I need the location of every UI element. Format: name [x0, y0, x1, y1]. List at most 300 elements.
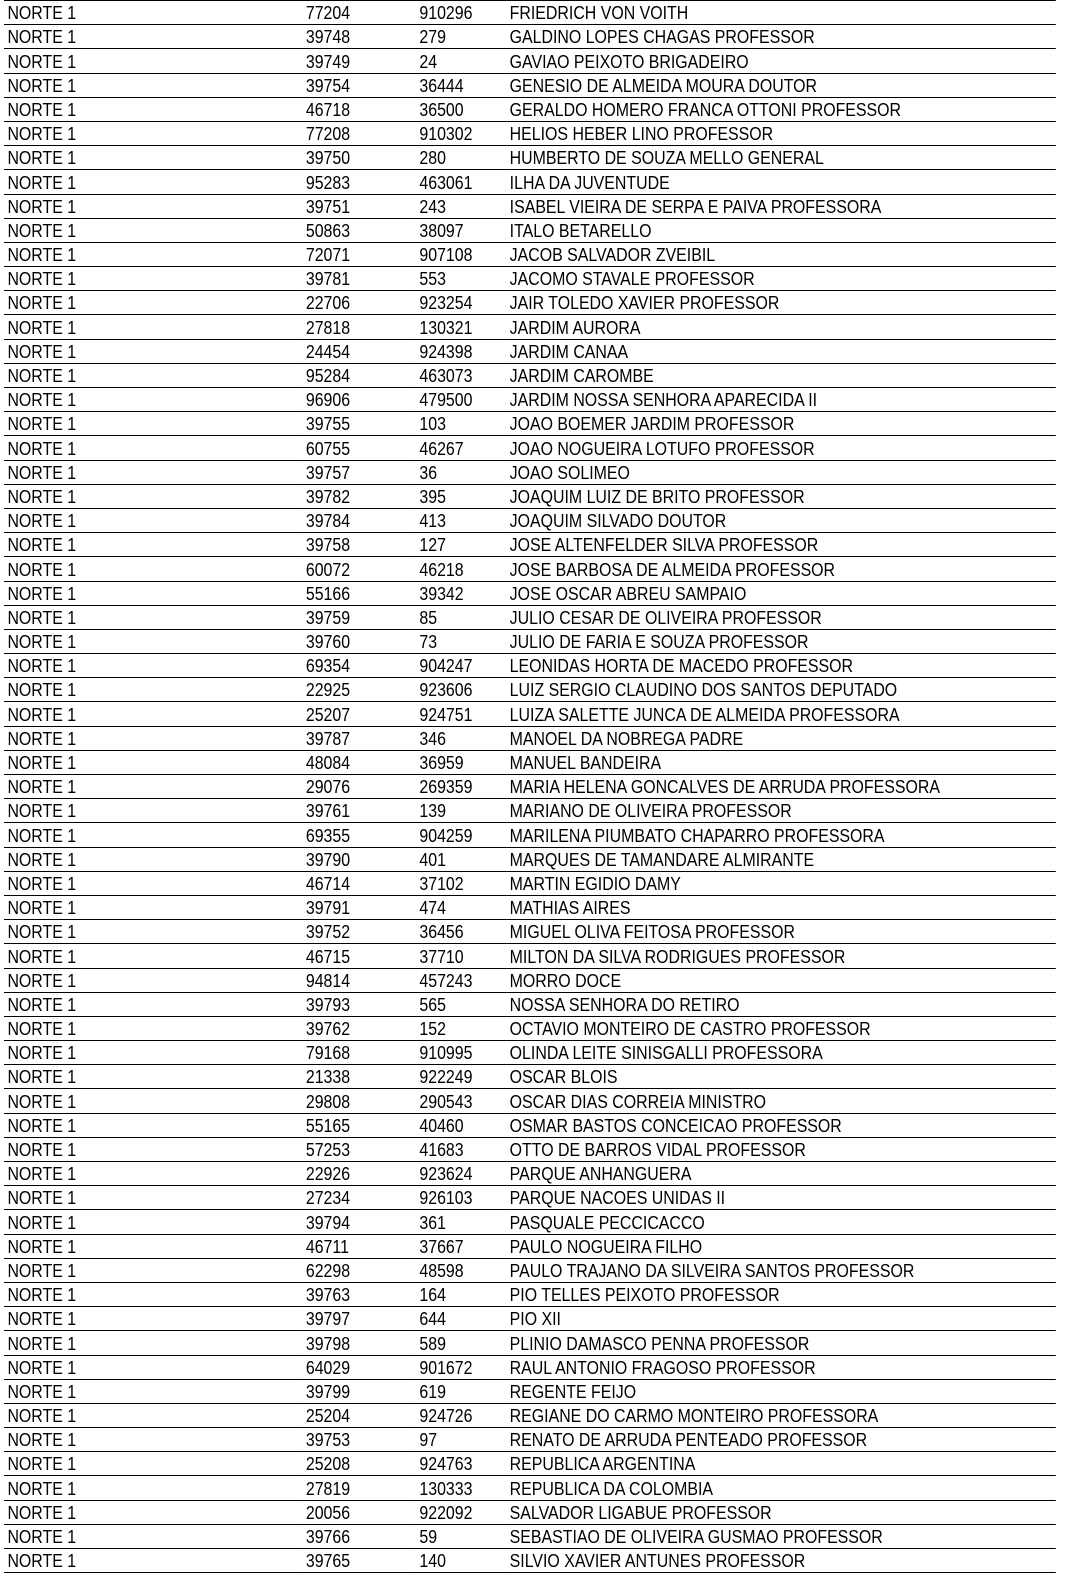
table-row — [4, 121, 1056, 145]
code-cell: 39763 — [302, 1282, 416, 1306]
cie-code-cell: 401 — [416, 847, 506, 871]
region-cell: NORTE 1 — [4, 1065, 302, 1089]
table-row — [4, 605, 1056, 629]
code-cell: 39784 — [302, 508, 416, 532]
table-row — [4, 557, 1056, 581]
region-cell: NORTE 1 — [4, 1452, 302, 1476]
code-cell: 64029 — [302, 1355, 416, 1379]
region-cell: NORTE 1 — [4, 992, 302, 1016]
school-name-cell: GERALDO HOMERO FRANCA OTTONI PROFESSOR — [506, 97, 1056, 121]
code-cell: 39761 — [302, 799, 416, 823]
region-cell: NORTE 1 — [4, 267, 302, 291]
code-cell: 39790 — [302, 847, 416, 871]
table-row — [4, 726, 1056, 750]
table-row — [4, 1476, 1056, 1500]
school-name-cell: FRIEDRICH VON VOITH — [506, 1, 1056, 25]
code-cell: 27818 — [302, 315, 416, 339]
table-row — [4, 968, 1056, 992]
region-cell: NORTE 1 — [4, 1355, 302, 1379]
school-name-cell: ILHA DA JUVENTUDE — [506, 170, 1056, 194]
region-cell: NORTE 1 — [4, 1476, 302, 1500]
table-row — [4, 339, 1056, 363]
region-cell: NORTE 1 — [4, 920, 302, 944]
cie-code-cell: 413 — [416, 508, 506, 532]
table-row — [4, 315, 1056, 339]
cie-code-cell: 40460 — [416, 1113, 506, 1137]
region-cell: NORTE 1 — [4, 895, 302, 919]
cie-code-cell: 924751 — [416, 702, 506, 726]
school-name-cell: JARDIM CANAA — [506, 339, 1056, 363]
school-name-cell: PARQUE NACOES UNIDAS II — [506, 1186, 1056, 1210]
code-cell: 39752 — [302, 920, 416, 944]
table-row — [4, 1186, 1056, 1210]
table-row — [4, 871, 1056, 895]
code-cell: 95284 — [302, 363, 416, 387]
region-cell: NORTE 1 — [4, 1089, 302, 1113]
code-cell: 69355 — [302, 823, 416, 847]
region-cell: NORTE 1 — [4, 1379, 302, 1403]
code-cell: 72071 — [302, 242, 416, 266]
region-cell: NORTE 1 — [4, 508, 302, 532]
table-row — [4, 895, 1056, 919]
region-cell: NORTE 1 — [4, 823, 302, 847]
region-cell: NORTE 1 — [4, 944, 302, 968]
region-cell: NORTE 1 — [4, 363, 302, 387]
cie-code-cell: 36959 — [416, 750, 506, 774]
region-cell: NORTE 1 — [4, 581, 302, 605]
table-row — [4, 920, 1056, 944]
table-row — [4, 1524, 1056, 1548]
code-cell: 79168 — [302, 1041, 416, 1065]
table-row — [4, 702, 1056, 726]
school-name-cell: MARILENA PIUMBATO CHAPARRO PROFESSORA — [506, 823, 1056, 847]
cie-code-cell: 565 — [416, 992, 506, 1016]
cie-code-cell: 36500 — [416, 97, 506, 121]
cie-code-cell: 41683 — [416, 1137, 506, 1161]
school-name-cell: LEONIDAS HORTA DE MACEDO PROFESSOR — [506, 654, 1056, 678]
code-cell: 21338 — [302, 1065, 416, 1089]
code-cell: 39760 — [302, 629, 416, 653]
school-name-cell: OCTAVIO MONTEIRO DE CASTRO PROFESSOR — [506, 1016, 1056, 1040]
cie-code-cell: 37102 — [416, 871, 506, 895]
school-list-table — [4, 0, 1056, 1573]
school-name-cell: MORRO DOCE — [506, 968, 1056, 992]
code-cell: 77208 — [302, 121, 416, 145]
code-cell: 39762 — [302, 1016, 416, 1040]
code-cell: 39755 — [302, 412, 416, 436]
region-cell: NORTE 1 — [4, 1234, 302, 1258]
table-row — [4, 291, 1056, 315]
school-name-cell: LUIZ SERGIO CLAUDINO DOS SANTOS DEPUTADO — [506, 678, 1056, 702]
school-name-cell: PARQUE ANHANGUERA — [506, 1162, 1056, 1186]
table-row — [4, 823, 1056, 847]
school-name-cell: JACOB SALVADOR ZVEIBIL — [506, 242, 1056, 266]
table-row — [4, 775, 1056, 799]
table-row — [4, 412, 1056, 436]
school-name-cell: NOSSA SENHORA DO RETIRO — [506, 992, 1056, 1016]
table-body — [4, 1, 1056, 1573]
cie-code-cell: 474 — [416, 895, 506, 919]
school-name-cell: JOAO NOGUEIRA LOTUFO PROFESSOR — [506, 436, 1056, 460]
cie-code-cell: 36444 — [416, 73, 506, 97]
cie-code-cell: 38097 — [416, 218, 506, 242]
code-cell: 20056 — [302, 1500, 416, 1524]
code-cell: 27819 — [302, 1476, 416, 1500]
school-name-cell: JARDIM CAROMBE — [506, 363, 1056, 387]
school-name-cell: MANOEL DA NOBREGA PADRE — [506, 726, 1056, 750]
school-name-cell: LUIZA SALETTE JUNCA DE ALMEIDA PROFESSORA — [506, 702, 1056, 726]
code-cell: 39750 — [302, 146, 416, 170]
code-cell: 39799 — [302, 1379, 416, 1403]
cie-code-cell: 479500 — [416, 388, 506, 412]
table-row — [4, 1016, 1056, 1040]
school-name-cell: REGIANE DO CARMO MONTEIRO PROFESSORA — [506, 1403, 1056, 1427]
table-row — [4, 1282, 1056, 1306]
table-row — [4, 1403, 1056, 1427]
region-cell: NORTE 1 — [4, 799, 302, 823]
table-row — [4, 97, 1056, 121]
cie-code-cell: 924726 — [416, 1403, 506, 1427]
region-cell: NORTE 1 — [4, 121, 302, 145]
region-cell: NORTE 1 — [4, 1162, 302, 1186]
cie-code-cell: 37710 — [416, 944, 506, 968]
code-cell: 95283 — [302, 170, 416, 194]
region-cell: NORTE 1 — [4, 436, 302, 460]
cie-code-cell: 463073 — [416, 363, 506, 387]
code-cell: 39754 — [302, 73, 416, 97]
school-name-cell: OSCAR BLOIS — [506, 1065, 1056, 1089]
region-cell: NORTE 1 — [4, 775, 302, 799]
code-cell: 39753 — [302, 1428, 416, 1452]
table-row — [4, 1234, 1056, 1258]
code-cell: 94814 — [302, 968, 416, 992]
code-cell: 39751 — [302, 194, 416, 218]
school-name-cell: MARIA HELENA GONCALVES DE ARRUDA PROFESSORA — [506, 775, 1056, 799]
region-cell: NORTE 1 — [4, 847, 302, 871]
code-cell: 46714 — [302, 871, 416, 895]
code-cell: 29808 — [302, 1089, 416, 1113]
cie-code-cell: 457243 — [416, 968, 506, 992]
code-cell: 25204 — [302, 1403, 416, 1427]
region-cell: NORTE 1 — [4, 750, 302, 774]
table-row — [4, 944, 1056, 968]
code-cell: 39765 — [302, 1549, 416, 1573]
school-name-cell: REPUBLICA DA COLOMBIA — [506, 1476, 1056, 1500]
table-row — [4, 218, 1056, 242]
region-cell: NORTE 1 — [4, 25, 302, 49]
code-cell: 50863 — [302, 218, 416, 242]
code-cell: 46711 — [302, 1234, 416, 1258]
code-cell: 39748 — [302, 25, 416, 49]
school-name-cell: GENESIO DE ALMEIDA MOURA DOUTOR — [506, 73, 1056, 97]
region-cell: NORTE 1 — [4, 170, 302, 194]
cie-code-cell: 922092 — [416, 1500, 506, 1524]
cie-code-cell: 37667 — [416, 1234, 506, 1258]
table-row — [4, 1500, 1056, 1524]
table-row — [4, 992, 1056, 1016]
region-cell: NORTE 1 — [4, 702, 302, 726]
cie-code-cell: 910296 — [416, 1, 506, 25]
school-name-cell: PAULO TRAJANO DA SILVEIRA SANTOS PROFESSOR — [506, 1258, 1056, 1282]
school-name-cell: MATHIAS AIRES — [506, 895, 1056, 919]
school-name-cell: JOAO BOEMER JARDIM PROFESSOR — [506, 412, 1056, 436]
table-row — [4, 654, 1056, 678]
cie-code-cell: 130333 — [416, 1476, 506, 1500]
cie-code-cell: 904247 — [416, 654, 506, 678]
cie-code-cell: 139 — [416, 799, 506, 823]
cie-code-cell: 361 — [416, 1210, 506, 1234]
table-row — [4, 1113, 1056, 1137]
table-row — [4, 170, 1056, 194]
region-cell: NORTE 1 — [4, 654, 302, 678]
school-name-cell: PIO XII — [506, 1307, 1056, 1331]
cie-code-cell: 553 — [416, 267, 506, 291]
cie-code-cell: 346 — [416, 726, 506, 750]
cie-code-cell: 152 — [416, 1016, 506, 1040]
school-name-cell: JARDIM AURORA — [506, 315, 1056, 339]
table-row — [4, 1089, 1056, 1113]
school-name-cell: MIGUEL OLIVA FEITOSA PROFESSOR — [506, 920, 1056, 944]
code-cell: 39766 — [302, 1524, 416, 1548]
region-cell: NORTE 1 — [4, 1403, 302, 1427]
code-cell: 29076 — [302, 775, 416, 799]
region-cell: NORTE 1 — [4, 1113, 302, 1137]
cie-code-cell: 910995 — [416, 1041, 506, 1065]
table-row — [4, 799, 1056, 823]
school-name-cell: JOSE OSCAR ABREU SAMPAIO — [506, 581, 1056, 605]
school-name-cell: JOSE ALTENFELDER SILVA PROFESSOR — [506, 533, 1056, 557]
region-cell: NORTE 1 — [4, 1041, 302, 1065]
school-name-cell: JULIO DE FARIA E SOUZA PROFESSOR — [506, 629, 1056, 653]
cie-code-cell: 923624 — [416, 1162, 506, 1186]
region-cell: NORTE 1 — [4, 968, 302, 992]
region-cell: NORTE 1 — [4, 73, 302, 97]
region-cell: NORTE 1 — [4, 146, 302, 170]
school-name-cell: OSCAR DIAS CORREIA MINISTRO — [506, 1089, 1056, 1113]
table-row — [4, 436, 1056, 460]
cie-code-cell: 644 — [416, 1307, 506, 1331]
cie-code-cell: 923254 — [416, 291, 506, 315]
cie-code-cell: 922249 — [416, 1065, 506, 1089]
table-row — [4, 750, 1056, 774]
region-cell: NORTE 1 — [4, 388, 302, 412]
cie-code-cell: 924763 — [416, 1452, 506, 1476]
region-cell: NORTE 1 — [4, 339, 302, 363]
cie-code-cell: 923606 — [416, 678, 506, 702]
table-row — [4, 1307, 1056, 1331]
code-cell: 96906 — [302, 388, 416, 412]
region-cell: NORTE 1 — [4, 1258, 302, 1282]
school-name-cell: JOAQUIM SILVADO DOUTOR — [506, 508, 1056, 532]
school-name-cell: JOSE BARBOSA DE ALMEIDA PROFESSOR — [506, 557, 1056, 581]
school-name-cell: SALVADOR LIGABUE PROFESSOR — [506, 1500, 1056, 1524]
code-cell: 55165 — [302, 1113, 416, 1137]
cie-code-cell: 589 — [416, 1331, 506, 1355]
region-cell: NORTE 1 — [4, 484, 302, 508]
code-cell: 24454 — [302, 339, 416, 363]
school-name-cell: GALDINO LOPES CHAGAS PROFESSOR — [506, 25, 1056, 49]
table-row — [4, 194, 1056, 218]
region-cell: NORTE 1 — [4, 871, 302, 895]
table-row — [4, 1162, 1056, 1186]
cie-code-cell: 24 — [416, 49, 506, 73]
cie-code-cell: 280 — [416, 146, 506, 170]
school-name-cell: REGENTE FEIJO — [506, 1379, 1056, 1403]
code-cell: 60755 — [302, 436, 416, 460]
region-cell: NORTE 1 — [4, 242, 302, 266]
table-row — [4, 267, 1056, 291]
cie-code-cell: 103 — [416, 412, 506, 436]
cie-code-cell: 269359 — [416, 775, 506, 799]
cie-code-cell: 619 — [416, 1379, 506, 1403]
region-cell: NORTE 1 — [4, 49, 302, 73]
table-row — [4, 242, 1056, 266]
school-name-cell: JARDIM NOSSA SENHORA APARECIDA II — [506, 388, 1056, 412]
school-name-cell: JAIR TOLEDO XAVIER PROFESSOR — [506, 291, 1056, 315]
region-cell: NORTE 1 — [4, 1, 302, 25]
table-row — [4, 678, 1056, 702]
code-cell: 60072 — [302, 557, 416, 581]
table-row — [4, 1331, 1056, 1355]
cie-code-cell: 290543 — [416, 1089, 506, 1113]
school-name-cell: PLINIO DAMASCO PENNA PROFESSOR — [506, 1331, 1056, 1355]
code-cell: 22926 — [302, 1162, 416, 1186]
table-row — [4, 1041, 1056, 1065]
cie-code-cell: 48598 — [416, 1258, 506, 1282]
school-name-cell: ITALO BETARELLO — [506, 218, 1056, 242]
code-cell: 69354 — [302, 654, 416, 678]
code-cell: 39787 — [302, 726, 416, 750]
cie-code-cell: 85 — [416, 605, 506, 629]
region-cell: NORTE 1 — [4, 1428, 302, 1452]
table-row — [4, 1379, 1056, 1403]
code-cell: 39794 — [302, 1210, 416, 1234]
school-name-cell: MARTIN EGIDIO DAMY — [506, 871, 1056, 895]
school-name-cell: ISABEL VIEIRA DE SERPA E PAIVA PROFESSORA — [506, 194, 1056, 218]
school-name-cell: MARQUES DE TAMANDARE ALMIRANTE — [506, 847, 1056, 871]
region-cell: NORTE 1 — [4, 1137, 302, 1161]
cie-code-cell: 164 — [416, 1282, 506, 1306]
cie-code-cell: 904259 — [416, 823, 506, 847]
school-name-cell: PAULO NOGUEIRA FILHO — [506, 1234, 1056, 1258]
table-row — [4, 508, 1056, 532]
table-row — [4, 1549, 1056, 1573]
code-cell: 39793 — [302, 992, 416, 1016]
code-cell: 77204 — [302, 1, 416, 25]
school-name-cell: OSMAR BASTOS CONCEICAO PROFESSOR — [506, 1113, 1056, 1137]
code-cell: 39757 — [302, 460, 416, 484]
cie-code-cell: 901672 — [416, 1355, 506, 1379]
school-name-cell: RAUL ANTONIO FRAGOSO PROFESSOR — [506, 1355, 1056, 1379]
table-row — [4, 1428, 1056, 1452]
code-cell: 27234 — [302, 1186, 416, 1210]
school-name-cell: HUMBERTO DE SOUZA MELLO GENERAL — [506, 146, 1056, 170]
table-row — [4, 1258, 1056, 1282]
region-cell: NORTE 1 — [4, 1524, 302, 1548]
cie-code-cell: 73 — [416, 629, 506, 653]
school-name-cell: JOAQUIM LUIZ DE BRITO PROFESSOR — [506, 484, 1056, 508]
region-cell: NORTE 1 — [4, 97, 302, 121]
table-row — [4, 629, 1056, 653]
region-cell: NORTE 1 — [4, 605, 302, 629]
school-name-cell: HELIOS HEBER LINO PROFESSOR — [506, 121, 1056, 145]
cie-code-cell: 243 — [416, 194, 506, 218]
table-row — [4, 49, 1056, 73]
code-cell: 25208 — [302, 1452, 416, 1476]
school-name-cell: MANUEL BANDEIRA — [506, 750, 1056, 774]
school-name-cell: OTTO DE BARROS VIDAL PROFESSOR — [506, 1137, 1056, 1161]
code-cell: 39781 — [302, 267, 416, 291]
code-cell: 55166 — [302, 581, 416, 605]
table-row — [4, 460, 1056, 484]
region-cell: NORTE 1 — [4, 1282, 302, 1306]
region-cell: NORTE 1 — [4, 557, 302, 581]
cie-code-cell: 127 — [416, 533, 506, 557]
cie-code-cell: 59 — [416, 1524, 506, 1548]
cie-code-cell: 46267 — [416, 436, 506, 460]
region-cell: NORTE 1 — [4, 1307, 302, 1331]
cie-code-cell: 463061 — [416, 170, 506, 194]
code-cell: 39798 — [302, 1331, 416, 1355]
table-row — [4, 25, 1056, 49]
code-cell: 39749 — [302, 49, 416, 73]
table-row — [4, 146, 1056, 170]
region-cell: NORTE 1 — [4, 194, 302, 218]
code-cell: 39782 — [302, 484, 416, 508]
cie-code-cell: 140 — [416, 1549, 506, 1573]
school-name-cell: MARIANO DE OLIVEIRA PROFESSOR — [506, 799, 1056, 823]
cie-code-cell: 926103 — [416, 1186, 506, 1210]
school-name-cell: MILTON DA SILVA RODRIGUES PROFESSOR — [506, 944, 1056, 968]
table-row — [4, 1210, 1056, 1234]
table-row — [4, 533, 1056, 557]
school-name-cell: RENATO DE ARRUDA PENTEADO PROFESSOR — [506, 1428, 1056, 1452]
school-name-cell: REPUBLICA ARGENTINA — [506, 1452, 1056, 1476]
table-row — [4, 73, 1056, 97]
cie-code-cell: 130321 — [416, 315, 506, 339]
code-cell: 39759 — [302, 605, 416, 629]
table-row — [4, 847, 1056, 871]
table-row — [4, 581, 1056, 605]
cie-code-cell: 36456 — [416, 920, 506, 944]
region-cell: NORTE 1 — [4, 1210, 302, 1234]
region-cell: NORTE 1 — [4, 1500, 302, 1524]
region-cell: NORTE 1 — [4, 315, 302, 339]
region-cell: NORTE 1 — [4, 1331, 302, 1355]
region-cell: NORTE 1 — [4, 678, 302, 702]
code-cell: 25207 — [302, 702, 416, 726]
cie-code-cell: 924398 — [416, 339, 506, 363]
region-cell: NORTE 1 — [4, 1549, 302, 1573]
table-row — [4, 363, 1056, 387]
cie-code-cell: 910302 — [416, 121, 506, 145]
cie-code-cell: 39342 — [416, 581, 506, 605]
code-cell: 39791 — [302, 895, 416, 919]
region-cell: NORTE 1 — [4, 218, 302, 242]
school-name-cell: OLINDA LEITE SINISGALLI PROFESSORA — [506, 1041, 1056, 1065]
region-cell: NORTE 1 — [4, 1186, 302, 1210]
school-name-cell: PIO TELLES PEIXOTO PROFESSOR — [506, 1282, 1056, 1306]
table-row — [4, 1355, 1056, 1379]
code-cell: 39797 — [302, 1307, 416, 1331]
region-cell: NORTE 1 — [4, 460, 302, 484]
region-cell: NORTE 1 — [4, 412, 302, 436]
cie-code-cell: 907108 — [416, 242, 506, 266]
table-row — [4, 484, 1056, 508]
code-cell: 39758 — [302, 533, 416, 557]
school-name-cell: JACOMO STAVALE PROFESSOR — [506, 267, 1056, 291]
school-name-cell: SILVIO XAVIER ANTUNES PROFESSOR — [506, 1549, 1056, 1573]
